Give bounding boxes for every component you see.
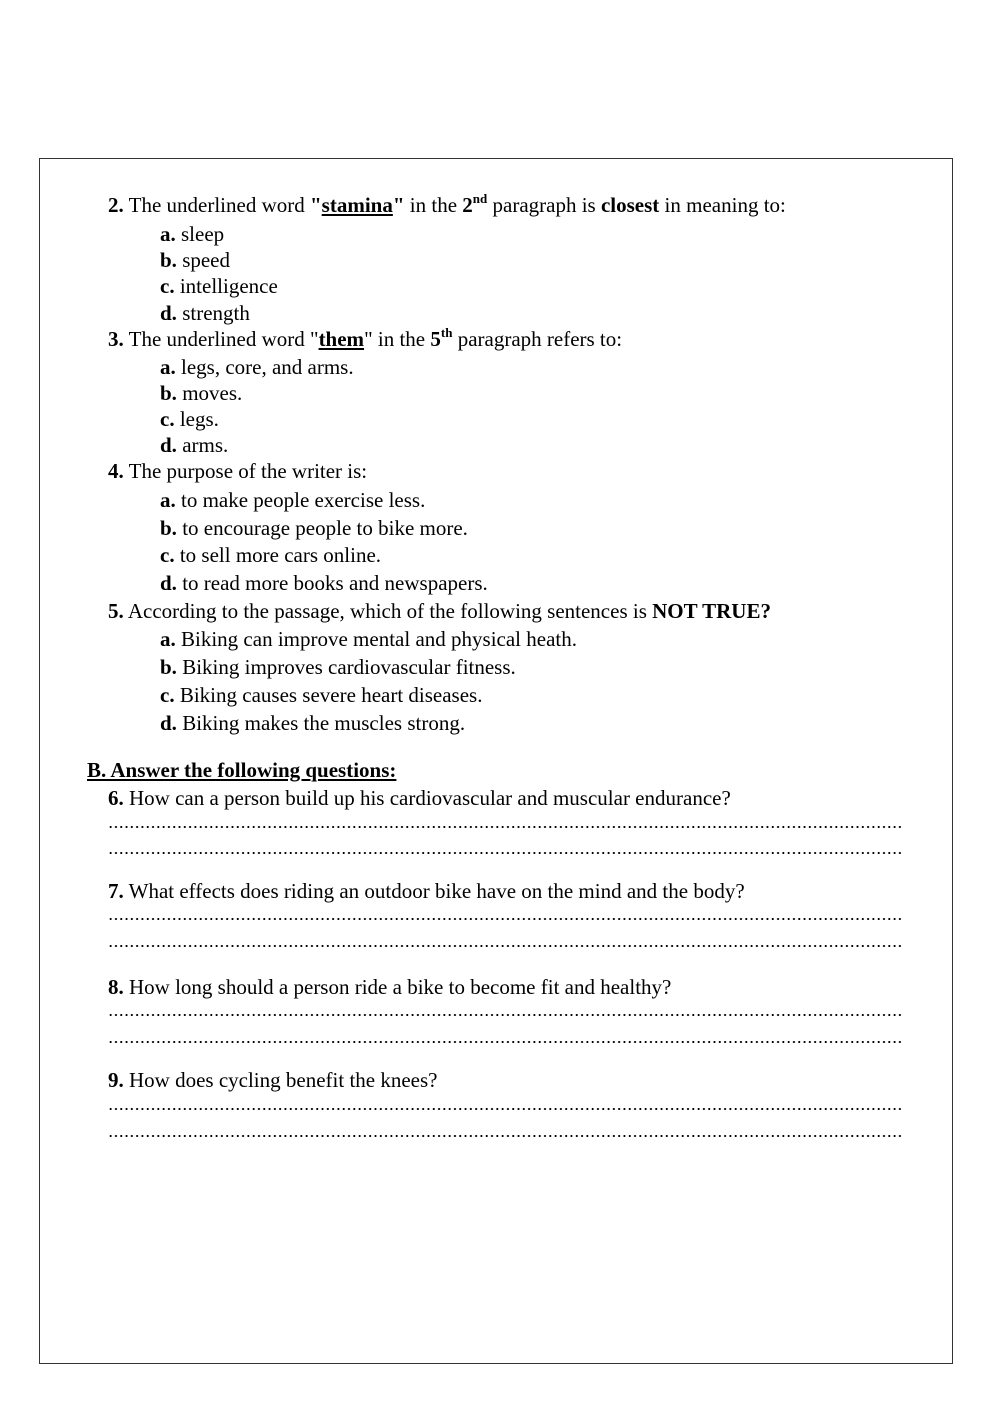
question-7 (108, 878, 745, 904)
option-letter: d. (160, 433, 177, 457)
option-letter: d. (160, 571, 177, 595)
option-letter: b. (160, 655, 177, 679)
option[interactable] (160, 710, 465, 736)
question-text: How can a person build up his cardiovascular and muscular endurance? (129, 786, 731, 810)
option-text: legs. (179, 407, 219, 431)
question-text: paragraph refers to: (452, 327, 623, 351)
question-text: How long should a person ride a bike to become fit and healthy? (129, 975, 672, 999)
option-letter: c. (160, 683, 175, 707)
option-text: Biking improves cardiovascular fitness. (182, 655, 516, 679)
question-text: in meaning to: (659, 193, 786, 217)
option-text: Biking makes the muscles strong. (182, 711, 466, 735)
question-9 (108, 1067, 437, 1093)
question-2 (108, 192, 786, 218)
option[interactable] (160, 626, 577, 652)
option-text: to sell more cars online. (179, 543, 382, 567)
option-text: to make people exercise less. (181, 488, 426, 512)
quote: " (310, 193, 322, 217)
question-text: What effects does riding an outdoor bike have on the mind and the body? (128, 879, 745, 903)
question-5 (108, 598, 771, 624)
option-text: sleep (181, 222, 225, 246)
question-number: 2. (108, 193, 124, 217)
question-text: The purpose of the writer is: (128, 459, 368, 483)
quote: " (392, 193, 405, 217)
emphasis: NOT TRUE? (652, 599, 771, 623)
option[interactable] (160, 354, 354, 380)
option-text: to encourage people to bike more. (182, 516, 468, 540)
option-text: Biking causes severe heart diseases. (179, 683, 483, 707)
question-8 (108, 974, 671, 1000)
emphasis: closest (600, 193, 660, 217)
option[interactable] (160, 406, 219, 432)
option[interactable] (160, 247, 230, 273)
option-letter: d. (160, 711, 177, 735)
question-text: The underlined word " (128, 327, 319, 351)
option-text: strength (182, 301, 250, 325)
question-text: in the (404, 193, 463, 217)
question-number: 4. (108, 459, 124, 483)
question-number: 6. (108, 786, 124, 810)
option[interactable] (160, 515, 468, 541)
question-6 (108, 785, 731, 811)
question-number: 7. (108, 879, 124, 903)
option[interactable] (160, 273, 278, 299)
option[interactable] (160, 570, 488, 596)
option-text: Biking can improve mental and physical heath. (181, 627, 577, 651)
ordinal: 5 (430, 327, 441, 351)
question-text: The underlined word (128, 193, 310, 217)
option[interactable] (160, 432, 228, 458)
ordinal-suffix: th (440, 325, 453, 340)
option-letter: c. (160, 407, 175, 431)
option-letter: c. (160, 543, 175, 567)
question-number: 5. (108, 599, 124, 623)
option-letter: a. (160, 488, 176, 512)
question-text: paragraph is (487, 193, 601, 217)
ordinal-suffix: nd (472, 191, 488, 206)
option[interactable] (160, 542, 381, 568)
answer-line[interactable] (108, 820, 903, 830)
option[interactable] (160, 487, 425, 513)
option-text: to read more books and newspapers. (182, 571, 488, 595)
option[interactable] (160, 654, 516, 680)
option-letter: c. (160, 274, 175, 298)
option-letter: b. (160, 381, 177, 405)
underlined-word: them (318, 327, 365, 351)
answer-line[interactable] (108, 846, 903, 856)
option-letter: a. (160, 627, 176, 651)
option-letter: a. (160, 222, 176, 246)
option-letter: d. (160, 301, 177, 325)
option-letter: a. (160, 355, 176, 379)
question-text: " in the (364, 327, 431, 351)
question-4 (108, 458, 367, 484)
option-text: moves. (182, 381, 243, 405)
option-text: legs, core, and arms. (181, 355, 354, 379)
question-3 (108, 326, 622, 352)
answer-line[interactable] (108, 1008, 903, 1018)
option-letter: b. (160, 248, 177, 272)
question-text: According to the passage, which of the following sentences is (127, 599, 653, 623)
section-b-heading: B. Answer the following questions: (87, 758, 397, 782)
option[interactable] (160, 682, 482, 708)
underlined-word: stamina (321, 193, 393, 217)
option-text: arms. (182, 433, 229, 457)
option[interactable] (160, 380, 242, 406)
question-number: 9. (108, 1068, 124, 1092)
answer-line[interactable] (108, 939, 903, 949)
option[interactable] (160, 300, 250, 326)
option[interactable] (160, 221, 224, 247)
answer-line[interactable] (108, 1035, 903, 1045)
question-number: 3. (108, 327, 124, 351)
option-text: intelligence (179, 274, 278, 298)
answer-line[interactable] (108, 912, 903, 922)
option-text: speed (182, 248, 231, 272)
ordinal: 2 (462, 193, 473, 217)
option-letter: b. (160, 516, 177, 540)
answer-line[interactable] (108, 1102, 903, 1112)
answer-line[interactable] (108, 1129, 903, 1139)
question-number: 8. (108, 975, 124, 999)
question-text: How does cycling benefit the knees? (129, 1068, 438, 1092)
